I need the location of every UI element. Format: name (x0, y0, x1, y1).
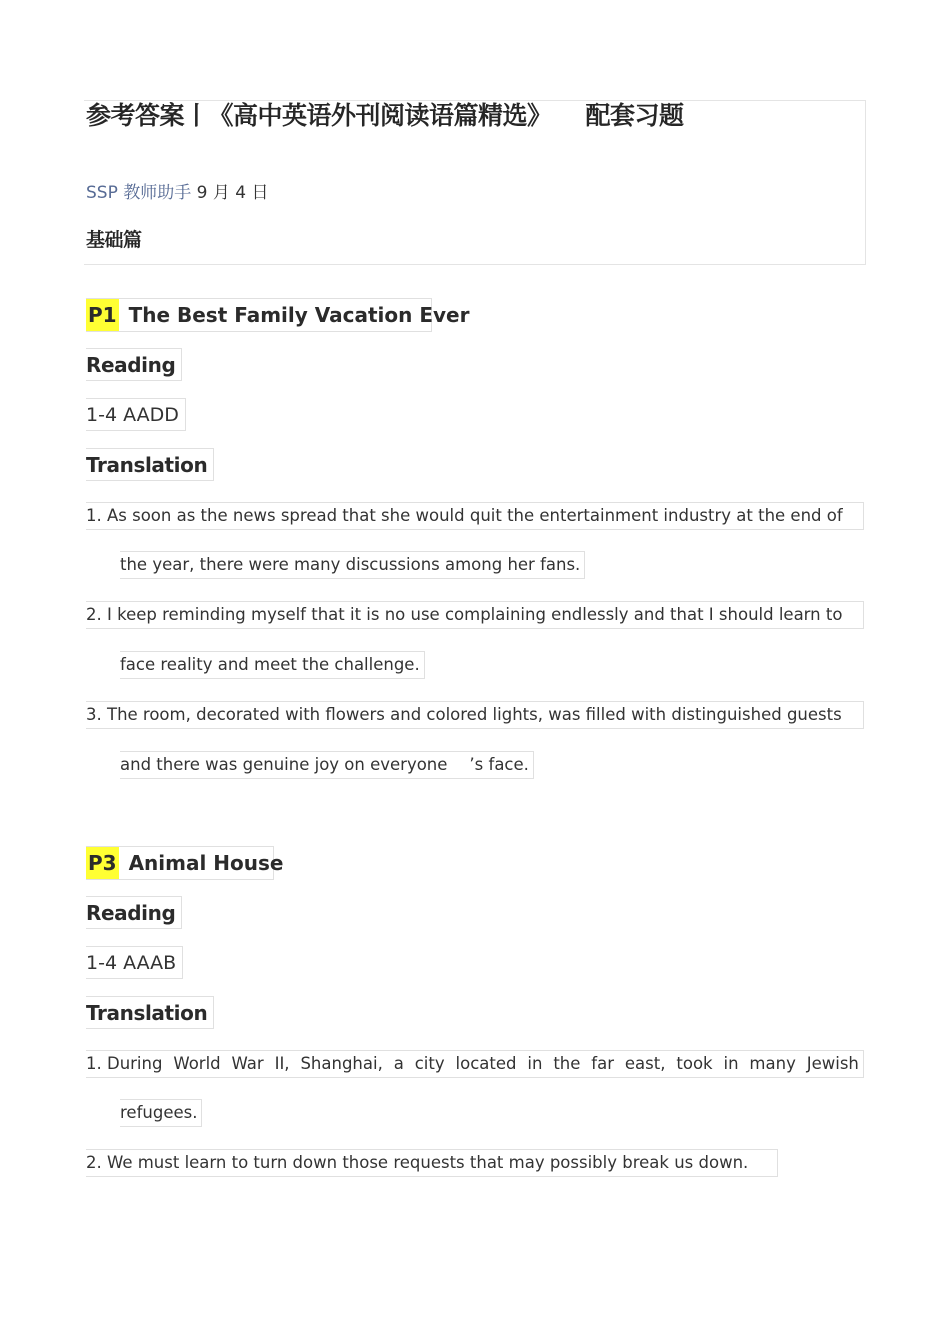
reading-label: Reading (86, 896, 182, 929)
translation-item: 1. As soon as the news spread that she would quit the entertainment industry at the end of (86, 502, 864, 530)
translation-item-cont (120, 751, 534, 779)
section-tag: P1 (86, 299, 119, 331)
translation-label: Translation (86, 996, 214, 1029)
translation-item: 3. The room, decorated with flowers and colored lights, was filled with distinguished guests (86, 701, 864, 729)
article-meta (86, 178, 269, 203)
translation-word: Jewish (806, 1054, 859, 1073)
translation-text: ’s face. (469, 755, 529, 774)
translation-word: in (723, 1054, 739, 1073)
translation-label: Translation (86, 448, 214, 481)
translation-item: 2. I keep reminding myself that it is no use complaining endlessly and that I should learn to (86, 601, 864, 629)
translation-word: the (553, 1054, 581, 1073)
translation-item: 2. We must learn to turn down those requests that may possibly break us down. (86, 1149, 778, 1177)
translation-word: many (749, 1054, 796, 1073)
title-main: 参考答案丨《高中英语外刊阅读语篇精选》 (86, 101, 552, 130)
reading-label: Reading (86, 348, 182, 381)
section-tag: P3 (86, 847, 119, 879)
publish-date: 9 月 4 日 (196, 183, 269, 203)
section-title-text: The Best Family Vacation Ever (128, 303, 470, 327)
translation-word: city (414, 1054, 445, 1073)
title-suffix: 配套习题 (585, 101, 684, 130)
translation-item (86, 1050, 864, 1078)
translation-word: took (676, 1054, 713, 1073)
translation-word: War (231, 1054, 264, 1073)
translation-word: far (591, 1054, 615, 1073)
translation-word: a (393, 1054, 404, 1073)
translation-word: Shanghai, (300, 1054, 383, 1073)
section-title-text: Animal House (128, 851, 284, 875)
translation-word: east, (624, 1054, 666, 1073)
translation-item-cont: refugees. (120, 1099, 202, 1127)
translation-word: II, (274, 1054, 290, 1073)
translation-item-cont: the year, there were many discussions among her fans. (120, 551, 585, 579)
section-title-p3 (86, 846, 284, 880)
translation-word: in (527, 1054, 543, 1073)
translation-word: 1. During (86, 1054, 163, 1073)
section-title-p1 (86, 298, 470, 332)
reading-answers: 1-4 AADD (86, 398, 186, 431)
translation-item-cont: face reality and meet the challenge. (120, 651, 425, 679)
level-heading: 基础篇 (86, 229, 142, 251)
translation-word: World (173, 1054, 221, 1073)
reading-answers: 1-4 AAAB (86, 946, 183, 979)
page-title (86, 96, 684, 132)
translation-text: and there was genuine joy on everyone (120, 755, 448, 774)
author-link[interactable]: SSP 教师助手 (86, 183, 192, 203)
translation-word: located (455, 1054, 517, 1073)
